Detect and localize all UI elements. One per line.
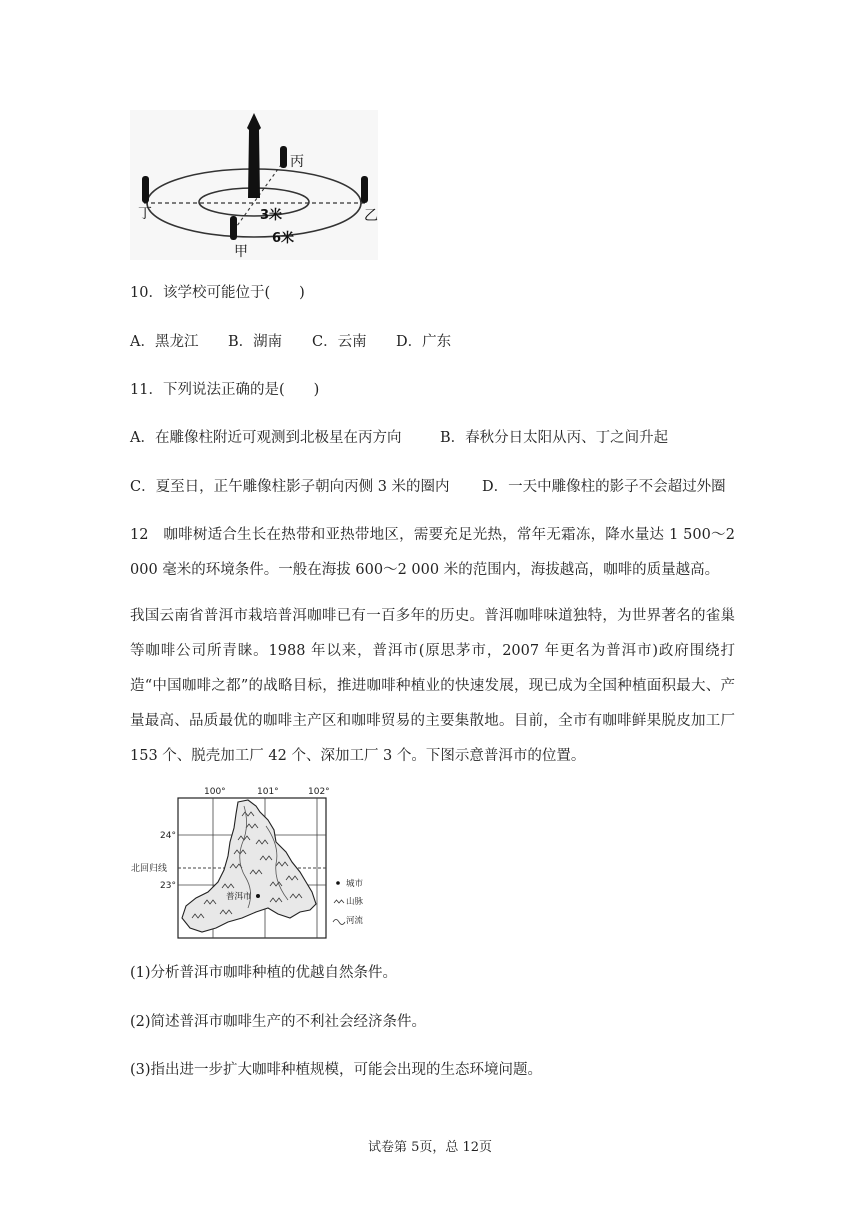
- q12-sub-question-3: (3)指出进一步扩大咖啡种植规模，可能会出现的生态环境问题。: [130, 1062, 543, 1078]
- q10-stem: 10．该学校可能位于( ): [130, 285, 305, 301]
- label-inner-radius: 3米: [260, 208, 283, 223]
- sundial-diagram: [130, 110, 378, 260]
- legend-city: 城市: [346, 879, 364, 889]
- label-bing: 丙: [290, 154, 304, 170]
- q12-paragraph-2: 我国云南省普洱市栽培普洱咖啡已有一百多年的历史。普洱咖啡味道独特，为世界著名的雀巢等咖啡公司所青睐。1988 年以来，普洱市(原思茅市，2007 年更名为普洱市)政府围绕打造“中国咖啡之都”的战略目标，推进咖啡种植业的快速发展，现已成为全国种植面积最大、产量最高、品质最优的咖啡主产区和咖啡贸易的主要集散地。目前，全市有咖啡鲜果脱皮加工厂 153 个、脱壳加工厂 42 个、深加工厂 3 个。下图示意普洱市的位置。: [130, 608, 735, 764]
- q11-option-b: B．春秋分日太阳从丙、丁之间升起: [440, 430, 669, 446]
- q10-option-b: B．湖南: [228, 334, 283, 350]
- lat-label-23: 23°: [160, 881, 176, 891]
- label-ding: 丁: [138, 206, 152, 222]
- label-outer-radius: 6米: [272, 231, 295, 246]
- lat-label-24: 24°: [160, 831, 176, 841]
- q10-option-d: D．广东: [396, 334, 452, 350]
- lon-label-101: 101°: [257, 787, 279, 797]
- legend-river-icon: [333, 920, 345, 925]
- q10-option-a: A．黑龙江: [130, 334, 199, 350]
- puer-map-figure: [130, 782, 380, 940]
- legend-river: 河流: [346, 916, 364, 926]
- q11-stem: 11．下列说法正确的是( ): [130, 382, 320, 398]
- puer-map: [130, 782, 380, 940]
- q12-paragraph-1: 12 咖啡树适合生长在热带和亚热带地区，需要充足光热，常年无霜冻，降水量达 1 500～2 000 毫米的环境条件。一般在海拔 600～2 000 米的范围内，海拔越高，咖啡的质量越高。: [130, 527, 735, 578]
- q11-option-d: D．一天中雕像柱的影子不会超过外圈: [482, 479, 726, 495]
- q11-option-c: C．夏至日，正午雕像柱影子朝向丙侧 3 米的圈内: [130, 479, 450, 495]
- q11-option-a: A．在雕像柱附近可观测到北极星在丙方向: [130, 430, 402, 446]
- lon-label-102: 102°: [308, 787, 330, 797]
- lon-label-100: 100°: [204, 787, 226, 797]
- page-footer: 试卷第 5页，总 12页: [367, 1140, 493, 1155]
- q12-sub-question-2: (2)简述普洱市咖啡生产的不利社会经济条件。: [130, 1014, 427, 1030]
- legend-city-icon: [336, 881, 340, 885]
- city-dot: [256, 894, 260, 898]
- tropic-label: 北回归线: [131, 864, 168, 874]
- label-jia: 甲: [234, 244, 248, 260]
- q10-option-c: C．云南: [312, 334, 367, 350]
- legend-mountain: 山脉: [346, 897, 364, 907]
- legend-mountain-icon: [334, 900, 344, 903]
- city-label: 普洱市: [226, 892, 252, 902]
- q12-sub-question-1: (1)分析普洱市咖啡种植的优越自然条件。: [130, 965, 398, 981]
- label-yi: 乙: [364, 208, 378, 224]
- sundial-figure: [130, 110, 378, 260]
